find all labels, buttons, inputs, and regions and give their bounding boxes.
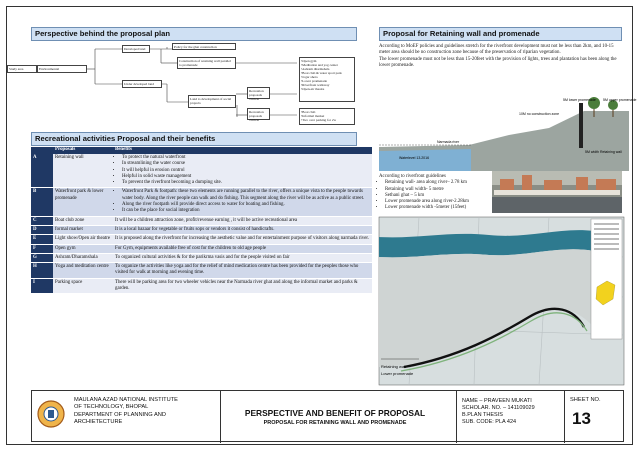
flow-list-1-item: •Lower promenade: [301, 78, 327, 83]
guideline-item: • Lower promenade area along river-2.28km: [385, 199, 489, 205]
student-line: NAME – PRAVEEN MUKATI: [462, 398, 532, 404]
guidelines-title: According to riverfront guidelines: [379, 174, 446, 179]
row-letter: I: [31, 278, 53, 294]
guideline-item: • Sethani ghat – 5 km: [385, 193, 489, 199]
flow-list-2-item: •Boat club: [301, 109, 316, 114]
guideline-item: • Retaining wall- area along river– 2.78 km: [385, 180, 489, 186]
student-line: SUB. CODE: PLA 424: [462, 419, 517, 425]
riverfront-photo: [492, 171, 622, 213]
sheet-no-label: SHEET NO.: [570, 397, 601, 403]
row-proposal: formal market: [53, 225, 113, 234]
guideline-item: • Lower promenade width -5meter (15feet): [385, 205, 489, 211]
table-row: [31, 235, 372, 244]
flow-node-undeveloped-land: Under developed land: [122, 80, 162, 88]
row-benefits: To organized cultural activities & for the parikrma vasis and for the people visited on fair: [113, 253, 372, 262]
table-body: [31, 154, 372, 294]
row-proposal: Waterfront park & lower promenade: [53, 188, 113, 216]
institute-line: ARCHIETECTURE: [74, 418, 123, 425]
drawing-sheet: [6, 6, 637, 445]
flow-list-1-item: •Boat club & water sport park: [301, 70, 342, 75]
institute-line: DEPARTMENT OF PLANNING AND: [74, 411, 166, 418]
student-line: B.PLAN THESIS: [462, 412, 503, 418]
retaining-wall-section: [579, 103, 583, 148]
sheet-subtitle: PROPOSAL FOR RETAINING WALL AND PROMENADE: [263, 420, 407, 426]
row-proposal: Light show/Open air theatre: [53, 235, 113, 244]
flow-node-study-area: Study area: [7, 65, 37, 73]
benefit-bullet: • To protect the natural waterfront: [122, 155, 370, 161]
map-legend-lower-promenade: Lower promenade: [381, 371, 414, 376]
row-benefits: It is proposed along the riverfront for increasing the aesthetic value and for entertainment purpose of visitors along narmada river.: [113, 235, 372, 244]
row-letter: E: [31, 235, 53, 244]
flow-node-environmental: Environmental: [37, 65, 87, 73]
institute-line: MAULANA AZAD NATIONAL INSTITUTE: [74, 397, 178, 403]
row-letter: C: [31, 216, 53, 225]
table-row: [31, 253, 372, 262]
benefit-bullet: • Helpful in solid waste management: [122, 174, 370, 180]
row-letter: F: [31, 244, 53, 253]
row-proposal: Open gym: [53, 244, 113, 253]
moef-paragraph: According to MoEF policies and guidelines stretch for the riverfront development must not be less than 2km, and 10-15 meter area should be no construction zone because of the preservation of riparian vegetation.: [379, 44, 614, 56]
moef-text: [379, 44, 624, 69]
row-letter: H: [31, 263, 53, 279]
guideline-item: • Retaining wall width- 5 metre: [385, 187, 489, 193]
table-row: [31, 278, 372, 294]
sheet-title: PERSPECTIVE AND BENEFIT OF PROPOSAL: [244, 408, 426, 418]
river-water: [379, 149, 471, 171]
riverfront-section-diagram: [379, 93, 637, 171]
flow-node-land-development: Land to development of social projects: [188, 95, 236, 108]
column-benefits: Benefits: [113, 147, 372, 154]
row-benefits: To organize the activities like yoga and for the relief of mind medication centre has been provided for the peoples those who visited for walk at morning and evening time.: [113, 263, 372, 279]
institute-name: [74, 397, 178, 426]
section-header-retaining-wall: Proposal for Retaining wall and promenade: [379, 27, 622, 41]
flow-node-developed-land: Developed land: [122, 45, 150, 53]
flow-node-recreation-1: Recreation proposals With in: [247, 87, 270, 99]
label-lower-promenade: 5M lower promenade: [563, 98, 596, 102]
student-info: [462, 398, 535, 426]
flow-list-2-item: •Informal market: [301, 113, 325, 118]
site-map: [379, 217, 624, 385]
column-proposals: Proposals: [53, 147, 113, 154]
map-legend-retaining-wall: Retaining wall: [381, 364, 406, 369]
row-letter: D: [31, 225, 53, 234]
benefit-bullet: • To prevent the riverfront becoming a dumping site.: [122, 180, 370, 186]
guidelines-list: [379, 180, 489, 211]
flow-list-2-item: •Two over parking for 2w: [301, 117, 337, 122]
table-header-row: [31, 147, 372, 154]
row-benefits: [113, 188, 372, 216]
row-letter: B: [31, 188, 53, 216]
label-upper-promenade: 5M upper promenade: [603, 98, 637, 102]
row-benefits: For Gym, equipments available free of cost for the children to old age people: [113, 244, 372, 253]
section-header-recreational: Recreational activities Proposal and their benefits: [31, 132, 357, 146]
flow-node-retaining-wall: Construction of retaining wall parallel to promenade: [177, 57, 236, 69]
flow-list-1-item: •Meditation and yog center: [301, 62, 338, 67]
benefit-bullet: • It will helpful in erosion control: [122, 168, 370, 174]
benefit-bullet: • In streamlining the water course: [122, 161, 370, 167]
flow-list-1-item: •Open gym: [301, 58, 317, 63]
table-row: [31, 263, 372, 279]
flow-list-1-item: •Riverfront walkway: [301, 82, 330, 87]
table-row: [31, 188, 372, 216]
flow-list-1-item: •Ashram dharmshala: [301, 66, 330, 71]
flow-node-recreation-list-2: [299, 108, 355, 125]
row-benefits: It is a local bazaar for vegetable or fruits sops or vendors it consist of handicrafts.: [113, 225, 372, 234]
flow-node-policy: Policy for the ghat construction: [172, 43, 236, 50]
row-proposal: Ashram/Dharamshala: [53, 253, 113, 262]
institute-line: OF TECHNOLOGY, BHOPAL: [74, 404, 149, 411]
label-narmada-river: Narmada river: [437, 140, 460, 144]
benefit-bullet: • It can be the place for social integration: [122, 208, 370, 214]
table-row: [31, 244, 372, 253]
row-benefits: [113, 154, 372, 188]
label-waterlevel: Waterlevel 13.2016: [399, 156, 430, 160]
row-proposal: Retaining wall: [53, 154, 113, 188]
flow-node-recreation-2: Recreation proposals With in: [247, 108, 270, 120]
label-no-construction: 10M no construction zone: [519, 112, 560, 116]
institute-logo: [36, 399, 66, 429]
guidelines-block: [379, 174, 489, 212]
table-row: [31, 154, 372, 188]
map-legend-panel: [591, 219, 622, 339]
recreational-table: [31, 147, 372, 294]
benefit-bullet: • Along the river footpath will provide direct access to water for boating and fishing.: [122, 202, 370, 208]
row-letter: G: [31, 253, 53, 262]
section-header-perspective: Perspective behind the proposal plan: [31, 27, 357, 41]
student-line: SCHOLAR. NO. – 141109029: [462, 405, 535, 411]
benefit-bullet: • Waterfront Park & footpath: these two elements are running parallel to the river, offers a unique vista to the people towards water body. Along the river people can walk and do fishing. This segment along the river will be as active as a public street.: [122, 189, 370, 202]
row-benefits: There will be parking area for two wheeler vehicles near the Narmada river ghat and along the informal market and parks & garden.: [113, 278, 372, 294]
flow-node-recreation-list-1: [299, 57, 355, 102]
row-letter: A: [31, 154, 53, 188]
row-proposal: Boat club zone: [53, 216, 113, 225]
label-wall-width: 5M width Retaining wall: [585, 150, 622, 154]
row-proposal: Parking space: [53, 278, 113, 294]
table-row: [31, 225, 372, 234]
row-proposal: Yoga and meditation centre: [53, 263, 113, 279]
flow-list-1-item: •Open-air theatre: [301, 86, 325, 91]
flow-list-1-item: •Jogar shera: [301, 74, 318, 79]
row-benefits: It will be a children attraction zone, profit/revenue earning , it will be active recreational area: [113, 216, 372, 225]
sheet-number: 13: [572, 409, 591, 428]
table-row: [31, 216, 372, 225]
title-block: [31, 390, 624, 442]
promenade-paragraph: The lower promenade must not be less than 15-20feet with the provision of lights, trees and plantation has been along the lower promenade.: [379, 56, 617, 68]
